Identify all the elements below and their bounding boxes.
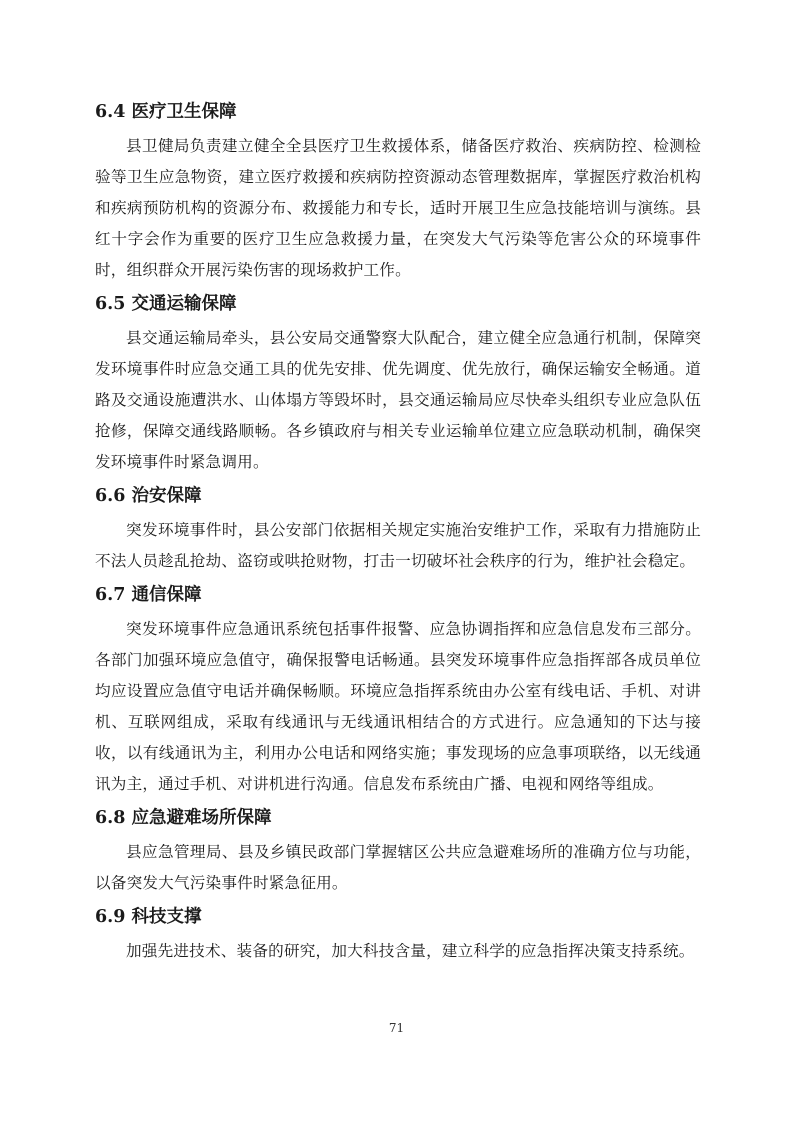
section-paragraph-6-8: 县应急管理局、县及乡镇民政部门掌握辖区公共应急避难场所的准确方位与功能，以备突发大气污染事件时紧急征用。 xyxy=(95,843,701,892)
section-paragraph-6-5: 县交通运输局牵头，县公安局交通警察大队配合，建立健全应急通行机制，保障突发环境事件时应急交通工具的优先安排、优先调度、优先放行，确保运输安全畅通。道路及交通设施遭洪水、山体塌方等毁坏时，县交通运输局应尽快牵头组织专业应急队伍抢修，保障交通线路顺畅。各乡镇政府与相关专业运输单位建立应急联动机制，确保突发环境事件时紧急调用。 xyxy=(95,329,701,471)
section-heading-6-8: 6.8 应急避难场所保障 xyxy=(95,808,272,828)
section-heading-6-4: 6.4 医疗卫生保障 xyxy=(95,102,237,122)
section-heading-6-5: 6.5 交通运输保障 xyxy=(95,294,237,314)
section-heading-6-9: 6.9 科技支撑 xyxy=(95,907,202,927)
section-heading-6-7: 6.7 通信保障 xyxy=(95,585,202,605)
page-content xyxy=(95,99,701,972)
page-number: 71 xyxy=(388,1021,405,1035)
section-paragraph-6-7: 突发环境事件应急通讯系统包括事件报警、应急协调指挥和应急信息发布三部分。各部门加强环境应急值守，确保报警电话畅通。县突发环境事件应急指挥部各成员单位均应设置应急值守电话并确保畅顺。环境应急指挥系统由办公室有线电话、手机、对讲机、互联网组成，采取有线通讯与无线通讯相结合的方式进行。应急通知的下达与接收，以有线通讯为主，利用办公电话和网络实施；事发现场的应急事项联络，以无线通讯为主，通过手机、对讲机进行沟通。信息发布系统由广播、电视和网络等组成。 xyxy=(95,620,701,793)
section-paragraph-6-4: 县卫健局负责建立健全全县医疗卫生救援体系，储备医疗救治、疾病防控、检测检验等卫生应急物资，建立医疗救援和疾病防控资源动态管理数据库，掌握医疗救治机构和疾病预防机构的资源分布、救援能力和专长，适时开展卫生应急技能培训与演练。县红十字会作为重要的医疗卫生应急救援力量，在突发大气污染等危害公众的环境事件时，组织群众开展污染伤害的现场救护工作。 xyxy=(95,137,701,279)
section-paragraph-6-6: 突发环境事件时，县公安部门依据相关规定实施治安维护工作，采取有力措施防止不法人员趁乱抢劫、盗窃或哄抢财物，打击一切破坏社会秩序的行为，维护社会稳定。 xyxy=(95,521,701,570)
section-heading-6-6: 6.6 治安保障 xyxy=(95,486,202,506)
section-paragraph-6-9: 加强先进技术、装备的研究，加大科技含量，建立科学的应急指挥决策支持系统。 xyxy=(126,942,695,960)
